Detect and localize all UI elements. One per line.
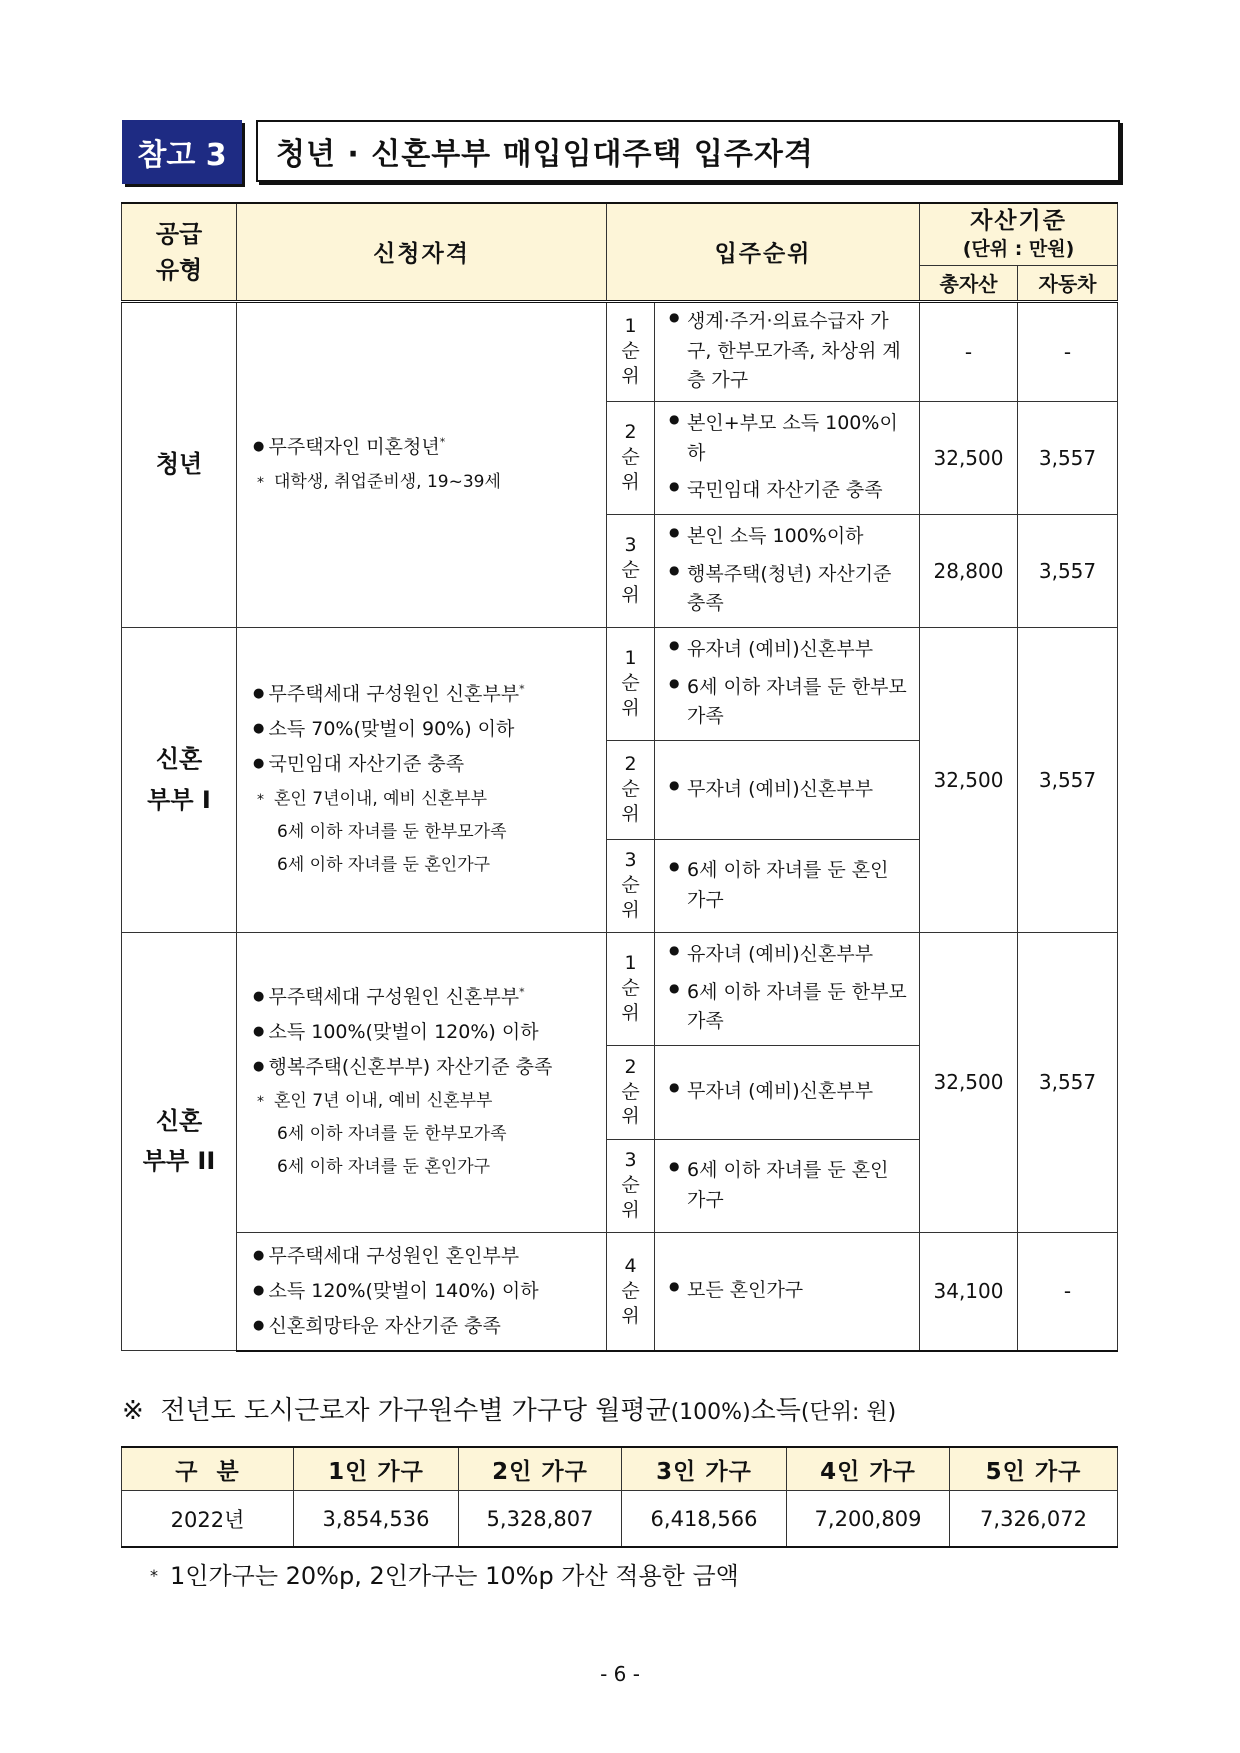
newlywed-2-qualification: ● 무주택세대 구성원인 신혼부부* ● 소득 100%(맞벌이 120%) 이하 ● 행복주택(신혼부부) 자산기준 충족 * 혼인 7년 이내, 예비 신혼부부 6세 이하 자녀를 둔 한부모가족 6세 이하 자녀를 둔 혼인가구	[237, 932, 607, 1232]
priority-cell: ● 유자녀 (예비)신혼부부 ● 6세 이하 자녀를 둔 한부모가족	[655, 932, 920, 1045]
col-header-car: 자동차	[1018, 265, 1118, 301]
table-row	[122, 1232, 1118, 1351]
newlywed-2-row4-qualification: ● 무주택세대 구성원인 혼인부부 ● 소득 120%(맞벌이 140%) 이하 ● 신혼희망타운 자산기준 충족	[237, 1232, 607, 1351]
rank-cell: 3 순 위	[607, 1139, 655, 1232]
priority-cell: ● 생계·주거·의료수급자 가구, 한부모가족, 차상위 계층 가구	[655, 301, 920, 401]
table-row	[122, 301, 1118, 401]
footnote: * 1인가구는 20%p, 2인가구는 10%p 가산 적용한 금액	[150, 1562, 739, 1590]
income-cell: 6,418,566	[622, 1491, 787, 1548]
newlywed-1-qualification: ● 무주택세대 구성원인 신혼부부* ● 소득 70%(맞벌이 90%) 이하 ● 국민임대 자산기준 충족 * 혼인 7년이내, 예비 신혼부부 6세 이하 자녀를 둔 한부모가족 6세 이하 자녀를 둔 혼인가구	[237, 627, 607, 932]
car-value: 3,557	[1018, 627, 1118, 932]
type-newlywed-1: 신혼 부부 I	[122, 627, 237, 932]
col-header-priority: 입주순위	[607, 203, 920, 301]
rank-cell: 1 순 위	[607, 301, 655, 401]
col-header-total-assets: 총자산	[920, 265, 1018, 301]
income-header-cell: 4인 가구	[787, 1447, 950, 1491]
priority-cell: ● 본인 소득 100%이하 ● 행복주택(청년) 자산기준 충족	[655, 514, 920, 627]
total-assets-value: -	[920, 301, 1018, 401]
priority-cell: ● 모든 혼인가구	[655, 1232, 920, 1351]
income-header-cell: 3인 가구	[622, 1447, 787, 1491]
table-row	[122, 932, 1118, 1045]
rank-cell: 1 순 위	[607, 627, 655, 740]
youth-qualification: ● 무주택자인 미혼청년* * 대학생, 취업준비생, 19~39세	[237, 301, 607, 627]
col-header-qualification: 신청자격	[237, 203, 607, 301]
car-value: 3,557	[1018, 514, 1118, 627]
rank-cell: 4 순 위	[607, 1232, 655, 1351]
income-header-cell: 1인 가구	[294, 1447, 459, 1491]
eligibility-table	[121, 202, 1118, 1352]
type-newlywed-2: 신혼 부부 II	[122, 932, 237, 1351]
income-cell: 7,200,809	[787, 1491, 950, 1548]
total-assets-value: 28,800	[920, 514, 1018, 627]
col-header-type: 공급 유형	[122, 203, 237, 301]
page-header	[122, 120, 1122, 184]
income-cell: 7,326,072	[950, 1491, 1118, 1548]
reference-badge: 참고 3	[122, 120, 242, 184]
total-assets-value: 32,500	[920, 627, 1018, 932]
page-number: - 6 -	[600, 1662, 640, 1686]
income-table-caption: ※ 전년도 도시근로자 가구원수별 가구당 월평균(100%)소득(단위: 원)	[122, 1396, 897, 1426]
priority-cell: ● 유자녀 (예비)신혼부부 ● 6세 이하 자녀를 둔 한부모가족	[655, 627, 920, 740]
income-header-row	[122, 1447, 1118, 1491]
col-header-asset: 자산기준 (단위 : 만원)	[920, 203, 1118, 265]
car-value: -	[1018, 1232, 1118, 1351]
priority-cell: ● 본인+부모 소득 100%이하 ● 국민임대 자산기준 충족	[655, 401, 920, 514]
car-value: -	[1018, 301, 1118, 401]
rank-cell: 2 순 위	[607, 401, 655, 514]
income-cell: 2022년	[122, 1491, 294, 1548]
income-header-cell: 5인 가구	[950, 1447, 1118, 1491]
total-assets-value: 32,500	[920, 401, 1018, 514]
income-cell: 5,328,807	[459, 1491, 622, 1548]
car-value: 3,557	[1018, 932, 1118, 1232]
page-title: 청년 · 신혼부부 매입임대주택 입주자격	[256, 120, 1120, 182]
income-header-cell: 구 분	[122, 1447, 294, 1491]
table-row	[122, 1491, 1118, 1548]
total-assets-value: 34,100	[920, 1232, 1018, 1351]
type-youth: 청년	[122, 301, 237, 627]
car-value: 3,557	[1018, 401, 1118, 514]
total-assets-value: 32,500	[920, 932, 1018, 1232]
income-table	[121, 1446, 1118, 1548]
rank-cell: 2 순 위	[607, 740, 655, 839]
income-header-cell: 2인 가구	[459, 1447, 622, 1491]
priority-cell: ● 무자녀 (예비)신혼부부	[655, 1045, 920, 1139]
rank-cell: 1 순 위	[607, 932, 655, 1045]
rank-cell: 3 순 위	[607, 514, 655, 627]
rank-cell: 2 순 위	[607, 1045, 655, 1139]
priority-cell: ● 무자녀 (예비)신혼부부	[655, 740, 920, 839]
priority-cell: ● 6세 이하 자녀를 둔 혼인 가구	[655, 839, 920, 932]
rank-cell: 3 순 위	[607, 839, 655, 932]
income-cell: 3,854,536	[294, 1491, 459, 1548]
priority-cell: ● 6세 이하 자녀를 둔 혼인 가구	[655, 1139, 920, 1232]
table-row	[122, 627, 1118, 740]
